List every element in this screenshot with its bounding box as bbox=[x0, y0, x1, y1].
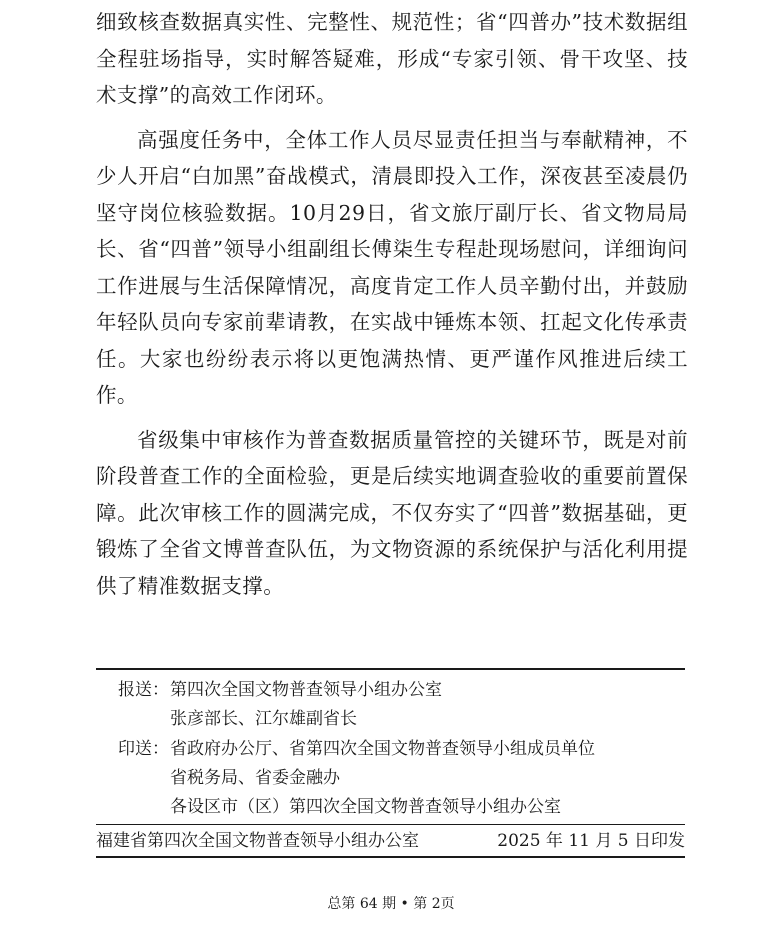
report-label: 报送： bbox=[118, 680, 169, 700]
print-recipient: 省政府办公厅、省第四次全国文物普查领导小组成员单位 bbox=[170, 739, 595, 759]
divider-middle bbox=[96, 824, 685, 825]
page-number: 总第 64 期 • 第 2页 bbox=[327, 896, 455, 912]
print-recipient: 省税务局、省委金融办 bbox=[170, 768, 340, 788]
report-recipient: 张彦部长、江尔雄副省长 bbox=[170, 709, 357, 729]
body-text bbox=[96, 4, 688, 604]
report-recipient: 第四次全国文物普查领导小组办公室 bbox=[170, 680, 442, 700]
divider-bottom bbox=[96, 856, 685, 858]
paragraph-continued: 细致核查数据真实性、完整性、规范性；省“四普办”技术数据组全程驻场指导，实时解答疑难，形成“专家引领、骨干攻坚、技术支撑”的高效工作闭环。 bbox=[96, 10, 688, 107]
print-recipient: 各设区市（区）第四次全国文物普查领导小组办公室 bbox=[170, 797, 561, 817]
paragraph-conclusion: 省级集中审核作为普查数据质量管控的关键环节，既是对前阶段普查工作的全面检验，更是后续实地调查验收的重要前置保障。此次审核工作的圆满完成，不仅夯实了“四普”数据基础，更锻炼了全省文博普查队伍，为文物资源的系统保护与活化利用提供了精准数据支撑。 bbox=[96, 427, 688, 598]
paragraph-staff-dedication: 高强度任务中，全体工作人员尽显责任担当与奉献精神，不少人开启“白加黑”奋战模式，清晨即投入工作，深夜甚至凌晨仍坚守岗位核验数据。10月29日，省文旅厅副厅长、省文物局局长、省“四普”领导小组副组长傅柒生专程赴现场慰问，详细询问工作进展与生活保障情况，高度肯定工作人员辛勤付出，并鼓励年轻队员向专家前辈请教，在实战中锤炼本领、扛起文化传承责任。大家也纷纷表示将以更饱满热情、更严谨作风推进后续工作。 bbox=[96, 127, 688, 407]
divider-top bbox=[96, 668, 685, 670]
issue-date: 2025 年 11 月 5 日印发 bbox=[497, 831, 685, 851]
issuer-name: 福建省第四次全国文物普查领导小组办公室 bbox=[96, 831, 419, 851]
print-label: 印送： bbox=[118, 739, 169, 759]
